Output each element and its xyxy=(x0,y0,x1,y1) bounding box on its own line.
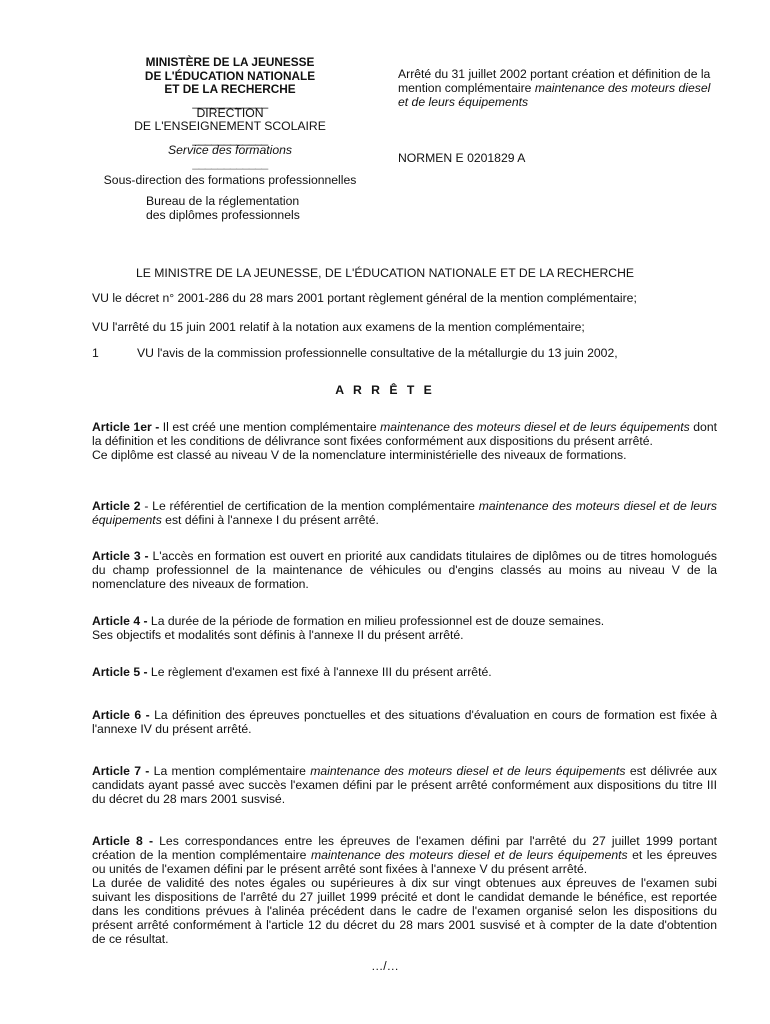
article-text: et les épreuves ou unités de l'examen défini par le présent arrêté sont fixées à l'annexe V du présent arrêté. xyxy=(92,848,717,876)
article-label: Article 8 - xyxy=(92,834,154,848)
article-text: dont la définition et les conditions de délivrance sont fixées conformément aux dispositions du présent arrêté. xyxy=(92,420,717,448)
article-7 xyxy=(92,764,717,806)
article-text: L'accès en formation est ouvert en priorité aux candidats titulaires de diplômes ou de titres homologués du champ professionnel de la maintenance de véhicules ou d'engins classés au moins au niveau V de la nomenclature des niveaux de formation. xyxy=(92,549,717,591)
article-label: Article 6 - xyxy=(92,708,150,722)
article-1 xyxy=(92,420,717,462)
separator: ____________ xyxy=(192,94,268,109)
article-label: Article 2 xyxy=(92,499,141,513)
article-italic: maintenance des moteurs diesel et de leurs équipements xyxy=(92,499,717,527)
article-text: est délivrée aux candidats ayant passé avec succès l'examen défini par le présent arrêté conformément aux dispositions du titre III du décret du 28 mars 2001 susvisé. xyxy=(92,764,717,806)
vu-clause: VU l'avis de la commission professionnelle consultative de la métallurgie du 13 juin 2002, xyxy=(137,346,618,360)
article-label: Article 5 - xyxy=(92,665,148,679)
article-text: Ses objectifs et modalités sont définis à l'annexe II du présent arrêté. xyxy=(92,628,464,642)
article-2 xyxy=(92,499,717,527)
article-text: - Le référentiel de certification de la mention complémentaire xyxy=(140,499,479,513)
article-8 xyxy=(92,834,717,946)
separator: ____________ xyxy=(192,155,268,170)
article-text: Ce diplôme est classé au niveau V de la nomenclature interministérielle des niveaux de formations. xyxy=(92,448,627,462)
bureau-line: des diplômes professionnels xyxy=(146,207,300,222)
title-text: Arrêté du 31 juillet 2002 portant création et définition de la mention complémentaire xyxy=(398,67,711,95)
article-italic: maintenance des moteurs diesel et de leurs équipements xyxy=(310,764,626,778)
article-label: Article 7 - xyxy=(92,764,150,778)
service-name: Service des formations xyxy=(168,142,292,157)
vu-number: 1 xyxy=(92,346,99,360)
article-text: La mention complémentaire xyxy=(149,764,311,778)
minister-heading: LE MINISTRE DE LA JEUNESSE, DE L'ÉDUCATION NATIONALE ET DE LA RECHERCHE xyxy=(135,266,635,280)
article-text: est défini à l'annexe I du présent arrêté. xyxy=(161,513,379,527)
ministry-header xyxy=(80,56,380,222)
separator: ____________ xyxy=(192,131,268,146)
sous-direction: Sous-direction des formations professionnelles xyxy=(103,172,357,187)
article-italic: maintenance des moteurs diesel et de leurs équipements xyxy=(380,420,690,434)
bureau-line: Bureau de la réglementation xyxy=(146,194,300,209)
continuation-mark: …/… xyxy=(371,959,399,973)
article-text: Les correspondances entre les épreuves de l'examen défini par l'arrêté du 27 juillet 1999 portant création de la mention complémentaire xyxy=(92,834,717,862)
article-label: Article 1er - xyxy=(92,420,160,434)
normen-reference: NORMEN E 0201829 A xyxy=(398,151,526,165)
vu-clause: VU l'arrêté du 15 juin 2001 relatif à la notation aux examens de la mention complémentaire; xyxy=(92,320,585,334)
arrete-heading: A R R Ê T E xyxy=(335,383,435,397)
article-text: La durée de validité des notes égales ou supérieures à dix sur vingt obtenues aux épreuves de l'examen subi suivant les dispositions de l'arrêté du 27 juillet 1999 précité et dont le candidat demande le bénéfice, est reportée dans les conditions prévues à l'alinéa précédent dans le cadre de l'examen organisé selon les dispositions du présent arrêté conformément à l'article 12 du décret du 28 mars 2001 susvisé et à compter de la date d'obtention de ce résultat. xyxy=(92,876,717,946)
title-italic: maintenance des moteurs diesel et de leurs équipements xyxy=(398,81,711,109)
vu-clause: VU le décret n° 2001-286 du 28 mars 2001 portant règlement général de la mention complémentaire; xyxy=(92,291,637,305)
article-text: La définition des épreuves ponctuelles et des situations d'évaluation en cours de formation est fixée à l'annexe IV du présent arrêté. xyxy=(92,708,717,736)
article-text: Le règlement d'examen est fixé à l'annexe III du présent arrêté. xyxy=(147,665,492,679)
article-label: Article 4 - xyxy=(92,614,148,628)
ministry-name-line: DE L'ÉDUCATION NATIONALE xyxy=(144,68,316,83)
ministry-name-line: MINISTÈRE DE LA JEUNESSE xyxy=(145,55,315,69)
article-text: Il est créé une mention complémentaire xyxy=(159,420,381,434)
article-label: Article 3 - xyxy=(92,549,149,563)
direction-name: DE L'ENSEIGNEMENT SCOLAIRE xyxy=(134,119,326,134)
ministry-name-line: ET DE LA RECHERCHE xyxy=(164,82,296,97)
direction: DIRECTION xyxy=(196,105,264,120)
article-text: La durée de la période de formation en milieu professionnel est de douze semaines. xyxy=(147,614,605,628)
article-4 xyxy=(92,614,717,642)
article-5 xyxy=(92,665,717,679)
article-italic: maintenance des moteurs diesel et de leurs équipements xyxy=(310,848,628,862)
article-3 xyxy=(92,549,717,591)
document-title xyxy=(398,67,712,109)
article-6 xyxy=(92,708,717,736)
